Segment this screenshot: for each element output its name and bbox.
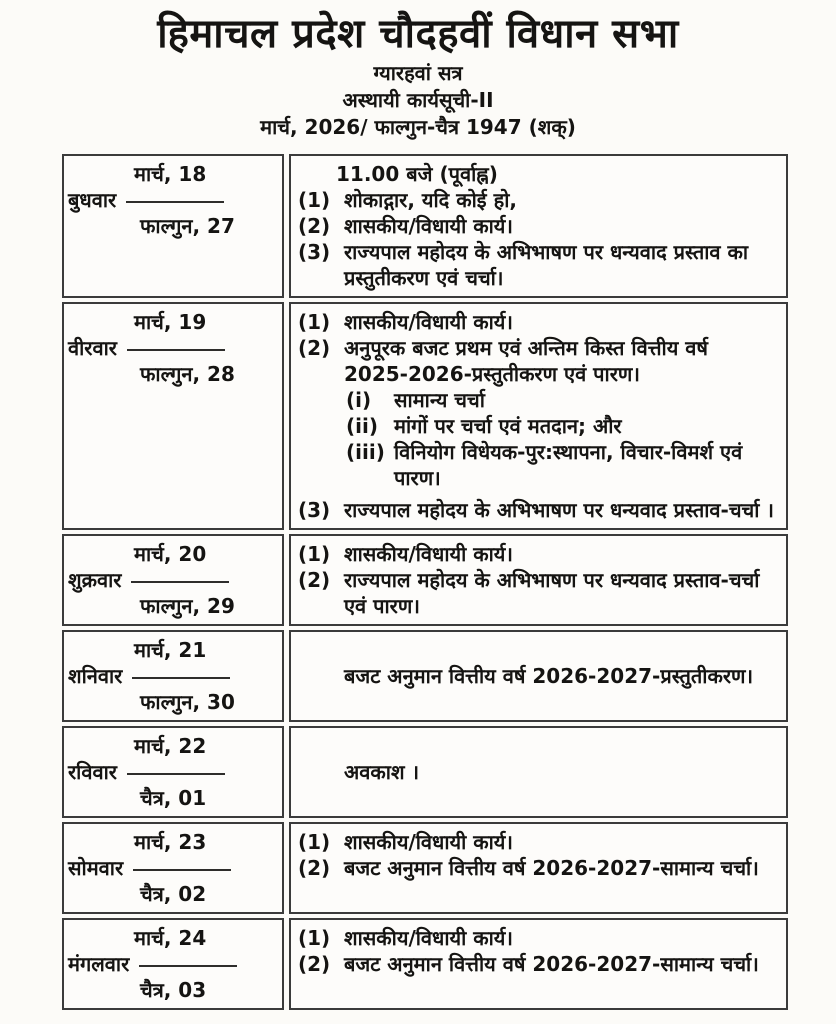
page-title: हिमाचल प्रदेश चौदहवीं विधान सभा xyxy=(157,11,679,57)
item-text: शोकाद्गार, यदि कोई हो, xyxy=(344,188,517,212)
agenda-cell xyxy=(289,726,788,818)
gregorian-date: मार्च, 19 xyxy=(134,310,207,334)
dash-line xyxy=(132,677,230,679)
sub-item-number: (i) xyxy=(346,388,372,412)
hindu-date: चैत्र, 01 xyxy=(140,786,207,810)
table-row xyxy=(62,630,788,722)
item-content xyxy=(344,309,778,335)
day-note: बजट अनुमान वित्तीय वर्ष 2026-2027-प्रस्तुतीकरण। xyxy=(344,664,754,688)
weekday-line xyxy=(68,187,278,213)
agenda-item xyxy=(296,309,778,335)
weekday-label: शनिवार xyxy=(68,664,123,688)
hindu-date: फाल्गुन, 29 xyxy=(140,594,235,618)
hindu-date: फाल्गुन, 27 xyxy=(140,214,235,238)
table-row xyxy=(62,822,788,914)
sub-item-number: (iii) xyxy=(346,440,385,464)
item-text: शासकीय/विधायी कार्य। xyxy=(344,214,513,238)
date-cell xyxy=(62,822,284,914)
item-content xyxy=(344,239,778,291)
item-content xyxy=(344,855,778,881)
sub-item xyxy=(344,439,778,491)
item-text: शासकीय/विधायी कार्य। xyxy=(344,310,513,334)
weekday-line xyxy=(68,759,278,785)
item-number: (2) xyxy=(298,214,331,238)
hindu-date: फाल्गुन, 30 xyxy=(140,690,235,714)
item-number: (3) xyxy=(298,240,331,264)
agenda-item xyxy=(296,925,778,951)
date-cell xyxy=(62,302,284,530)
agenda-cell xyxy=(289,630,788,722)
dash-line xyxy=(127,349,225,351)
dash-line xyxy=(131,581,229,583)
item-number: (1) xyxy=(298,830,331,854)
item-text: शासकीय/विधायी कार्य। xyxy=(344,926,513,950)
date-cell xyxy=(62,726,284,818)
gregorian-date: मार्च, 21 xyxy=(134,638,207,662)
weekday-line xyxy=(68,335,278,361)
item-content xyxy=(344,567,778,619)
sub-item-text: विनियोग विधेयक-पुर:स्थापना, विचार-विमर्श एवं पारण। xyxy=(394,440,743,490)
agenda-item xyxy=(296,187,778,213)
item-text: बजट अनुमान वित्तीय वर्ष 2026-2027-सामान्य चर्चा। xyxy=(344,856,759,880)
agenda-item xyxy=(296,567,778,619)
item-text: अनुपूरक बजट प्रथम एवं अन्तिम किस्त वित्तीय वर्ष 2025-2026-प्रस्तुतीकरण एवं पारण। xyxy=(344,336,708,386)
agenda-cell xyxy=(289,918,788,1010)
item-content xyxy=(344,213,778,239)
table-row xyxy=(62,154,788,298)
item-content xyxy=(344,335,778,497)
date-cell xyxy=(62,630,284,722)
item-text: राज्यपाल महोदय के अभिभाषण पर धन्यवाद प्रस्ताव-चर्चा एवं पारण। xyxy=(344,568,760,618)
item-content xyxy=(344,541,778,567)
item-number: (2) xyxy=(298,856,331,880)
gregorian-date: मार्च, 23 xyxy=(134,830,207,854)
item-text: शासकीय/विधायी कार्य। xyxy=(344,830,513,854)
date-cell xyxy=(62,154,284,298)
sub-item-number: (ii) xyxy=(346,414,378,438)
agenda-item xyxy=(296,335,778,497)
weekday-label: बुधवार xyxy=(68,188,117,212)
weekday-label: सोमवार xyxy=(68,856,124,880)
date-cell xyxy=(62,918,284,1010)
item-text: शासकीय/विधायी कार्य। xyxy=(344,542,513,566)
document-header xyxy=(0,0,836,141)
date-cell xyxy=(62,534,284,626)
gregorian-date: मार्च, 18 xyxy=(134,162,207,186)
agenda-item xyxy=(296,497,778,523)
item-number: (1) xyxy=(298,542,331,566)
day-note: अवकाश । xyxy=(344,760,420,784)
weekday-line xyxy=(68,855,278,881)
weekday-line xyxy=(68,567,278,593)
agenda-cell xyxy=(289,154,788,298)
sub-item xyxy=(344,387,778,413)
hindu-date: चैत्र, 02 xyxy=(140,882,207,906)
item-number: (2) xyxy=(298,568,331,592)
table-row xyxy=(62,534,788,626)
sub-item-text: सामान्य चर्चा xyxy=(394,388,485,412)
sub-item-text: मांगों पर चर्चा एवं मतदान; और xyxy=(394,414,622,438)
session-subtitle: ग्यारहवां सत्र xyxy=(373,61,463,85)
item-text: बजट अनुमान वित्तीय वर्ष 2026-2027-सामान्य चर्चा। xyxy=(344,952,759,976)
table-row xyxy=(62,918,788,1010)
agenda-cell xyxy=(289,302,788,530)
dash-line xyxy=(126,201,224,203)
agenda-item xyxy=(296,829,778,855)
weekday-label: रविवार xyxy=(68,760,117,784)
agenda-item xyxy=(296,541,778,567)
agenda-cell xyxy=(289,822,788,914)
item-number: (2) xyxy=(298,336,331,360)
gregorian-date: मार्च, 24 xyxy=(134,926,207,950)
agenda-item xyxy=(296,951,778,977)
sub-item xyxy=(344,413,778,439)
weekday-line xyxy=(68,663,278,689)
sub-item-list xyxy=(344,387,778,491)
gregorian-date: मार्च, 20 xyxy=(134,542,207,566)
item-number: (1) xyxy=(298,310,331,334)
item-content xyxy=(344,829,778,855)
dash-line xyxy=(127,773,225,775)
agenda-item xyxy=(296,213,778,239)
weekday-label: मंगलवार xyxy=(68,952,130,976)
weekday-label: वीरवार xyxy=(68,336,117,360)
item-content xyxy=(344,187,778,213)
session-time: 11.00 बजे (पूर्वाह्न) xyxy=(336,162,498,186)
agenda-cell xyxy=(289,534,788,626)
agenda-item xyxy=(296,855,778,881)
weekday-label: शुक्रवार xyxy=(68,568,122,592)
gregorian-date: मार्च, 22 xyxy=(134,734,207,758)
item-text: राज्यपाल महोदय के अभिभाषण पर धन्यवाद प्रस्ताव-चर्चा । xyxy=(344,498,774,522)
dash-line xyxy=(139,965,237,967)
item-number: (1) xyxy=(298,188,331,212)
schedule-table xyxy=(62,154,788,1010)
item-text: राज्यपाल महोदय के अभिभाषण पर धन्यवाद प्रस्ताव का प्रस्तुतीकरण एवं चर्चा। xyxy=(344,240,749,290)
table-row xyxy=(62,726,788,818)
item-number: (3) xyxy=(298,498,331,522)
hindu-date: फाल्गुन, 28 xyxy=(140,362,235,386)
item-number: (2) xyxy=(298,952,331,976)
item-content xyxy=(344,497,778,523)
weekday-line xyxy=(68,951,278,977)
agenda-item xyxy=(296,239,778,291)
item-content xyxy=(344,925,778,951)
dash-line xyxy=(133,869,231,871)
item-number: (1) xyxy=(298,926,331,950)
table-row xyxy=(62,302,788,530)
item-content xyxy=(344,951,778,977)
date-subtitle: मार्च, 2026/ फाल्गुन-चैत्र 1947 (शक्) xyxy=(260,115,576,139)
hindu-date: चैत्र, 03 xyxy=(140,978,207,1002)
agenda-subtitle: अस्थायी कार्यसूची-II xyxy=(342,88,494,112)
